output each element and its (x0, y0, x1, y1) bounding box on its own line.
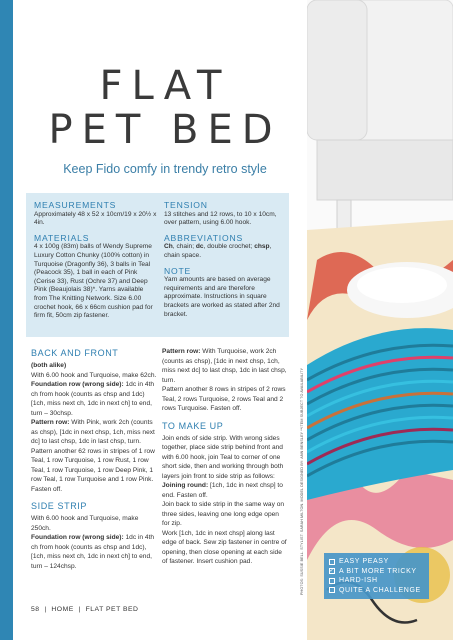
back-front-heading: BACK AND FRONT (31, 348, 119, 358)
tension-heading: TENSION (164, 200, 208, 210)
measurements-text: Approximately 48 x 52 x 10cm/19 x 20½ x 4in. (34, 210, 157, 227)
difficulty-challenge: QUITE A CHALLENGE (329, 586, 424, 596)
make-up-p3: Work [1ch, 1dc in next chsp] along last edge of back. Sew zip fastener in centre of opening, then close opening at each side of fastener. Insert cushion pad. (162, 529, 287, 565)
footer-section: HOME (51, 606, 74, 613)
difficulty-hard: HARD-ISH (329, 576, 424, 586)
photo-illustration (307, 0, 453, 640)
checkbox-icon (329, 578, 335, 584)
photo-credit: PHOTOS: SUSSIE BELL. STYLIST: SARAH MILTON. MODEL DESIGNED BY: ANN BENSLEY **ITEM SUBJECT TO AVAILABILITY (300, 367, 304, 595)
subtitle: Keep Fido comfy in trendy retro style (63, 162, 267, 176)
title-line-2: PET BED (48, 107, 282, 153)
page-footer: 58 | HOME | FLAT PET BED (31, 606, 139, 613)
materials-heading: MATERIALS (34, 232, 90, 243)
checkbox-icon (329, 559, 335, 565)
joining-round: Joining round: [1ch, 1dc in next chsp] to end. Fasten off. (162, 482, 283, 499)
left-color-strip (0, 0, 13, 640)
measurements-heading: MEASUREMENTS (34, 200, 117, 210)
info-box (26, 193, 289, 337)
back-front-foundation: Foundation row (wrong side): 1dc in 4th ch from hook (counts as chsp and 1dc) [1ch, miss next ch, 1dc in next ch] to end, turn – 30chsp. (31, 381, 155, 417)
info-column-right (164, 201, 284, 319)
text-column-1 (31, 347, 157, 571)
make-up-heading: TO MAKE UP (162, 420, 224, 431)
note-text: Yarn amounts are based on average requirements and are therefore approximate. Instructions in square brackets are worked as stated after 2nd bracket. (164, 276, 280, 318)
difficulty-easy: EASY PEASY (329, 557, 424, 567)
back-front-pattern: Pattern row: With Pink, work 2ch (counts as chsp), [1dc in next chsp, 1ch, miss next dc] to last chsp, 1dc in last chsp, turn. (31, 419, 155, 445)
make-up-p2: Join back to side strip in the same way on three sides, leaving one long edge open for zip. (162, 501, 285, 527)
checkbox-checked-icon: ✓ (329, 568, 335, 575)
side-strip-heading: SIDE STRIP (31, 501, 88, 511)
back-front-p2: Pattern another 62 rows in stripes of 1 row Teal, 1 row Turquoise, 1 row Rust, 1 row Teal, 1 row Turquoise, 1 row Deep Pink, 1 row Teal, 1 row Turquoise and 1 row Pink. Fasten off. (31, 447, 155, 493)
side-strip-p1: With 6.00 hook and Turquoise, make 250ch. (31, 515, 139, 532)
side-strip-p2: Pattern another 8 rows in stripes of 2 rows Teal, 2 rows Turquoise, 2 rows Teal and 2 rows Turquoise. Fasten off. (162, 386, 286, 412)
abbreviations-text: Ch, chain; dc, double crochet; chsp, chain space. (164, 243, 272, 259)
side-strip-foundation: Foundation row (wrong side): 1dc in 4th ch from hook (counts as chsp and 1dc), [1ch, miss next ch, 1dc in next ch] to end, turn – 124chsp. (31, 534, 155, 570)
checkbox-icon (329, 587, 335, 593)
back-front-both: (both alike) (31, 362, 67, 369)
page-title (40, 64, 290, 152)
note-heading: NOTE (164, 265, 192, 276)
make-up-p1: Join ends of side strip. With wrong sides together, place side strip behind front and with 6.00 hook, join Teal to corner of one short side, then and working through both layers join front to side strip as follows: (162, 434, 284, 480)
title-line-1: FLAT (99, 63, 231, 109)
tension-text: 13 stitches and 12 rows, to 10 x 10cm, over pattern, using 6.00 hook. (164, 210, 277, 227)
difficulty-tricky: ✓ A BIT MORE TRICKY (329, 567, 417, 575)
footer-title: FLAT PET BED (85, 606, 139, 613)
abbreviations-heading: ABBREVIATIONS (164, 232, 244, 243)
pet-bed-photo (307, 0, 453, 640)
materials-text: 4 x 100g (83m) balls of Wendy Supreme Luxury Cotton Chunky (100% cotton) in Turquoise (Dragonfly 36), 3 balls in Teal (Peacock 35), 1 ball in each of Pink (Cerise 33), Rust (Ochre 37) and Deep Pink (Beaujolais 38)*. Yarns available from The Knitting Network. Size 6.00 crochet hook, 66 x 66cm cushion pad for firm fit, 50cm zip fastener. (34, 243, 153, 320)
info-column-left (34, 201, 158, 321)
text-column-2 (162, 347, 288, 567)
page-number: 58 (31, 606, 40, 613)
back-front-p1: With 6.00 hook and Turquoise, make 62ch. (31, 371, 157, 379)
difficulty-panel (324, 553, 429, 599)
side-strip-pattern: Pattern row: With Turquoise, work 2ch (counts as chsp), [1dc in next chsp, 1ch, miss next dc] to last chsp, 1dc in last chsp, turn. (162, 348, 287, 384)
